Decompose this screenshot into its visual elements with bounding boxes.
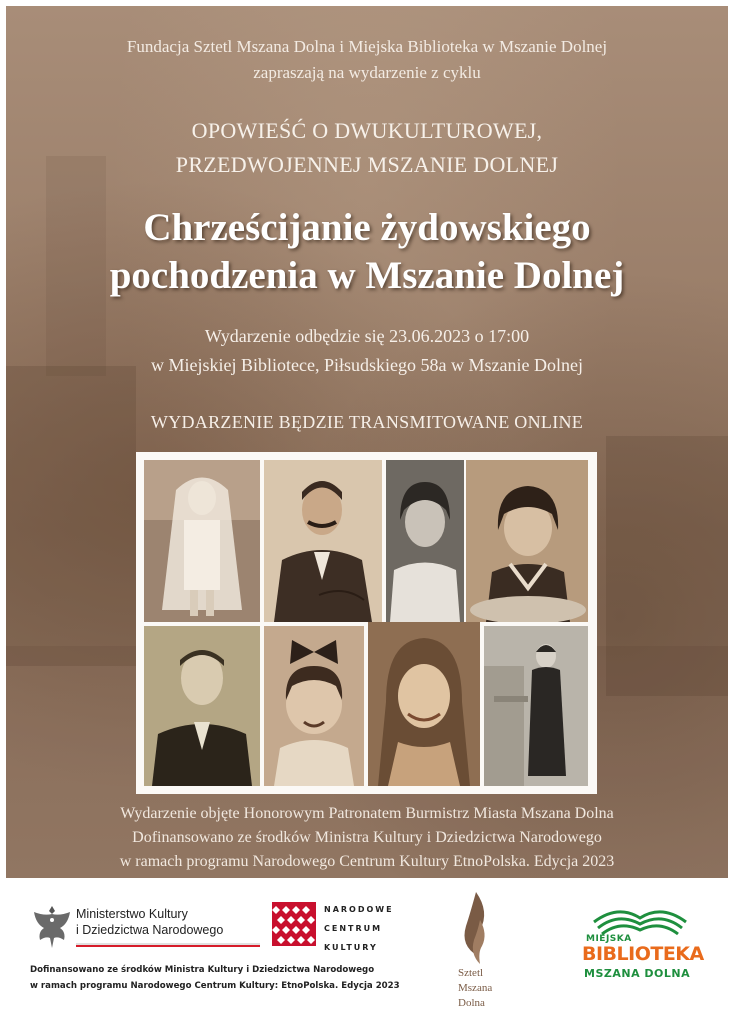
ministry-name-line: i Dziedzictwa Narodowego: [76, 923, 224, 937]
ministry-name-line: Ministerstwo Kultury: [76, 907, 188, 921]
intro-line: zapraszają na wydarzenie z cyklu: [253, 63, 481, 82]
event-title-line: pochodzenia w Mszanie Dolnej: [109, 254, 625, 297]
library-label-small: MIEJSKA: [586, 934, 632, 944]
funding-note: [30, 962, 420, 994]
patronage-text: [6, 802, 728, 874]
nck-name: [324, 900, 394, 957]
polish-flag-stripe: [76, 943, 260, 947]
portrait-photo: [144, 626, 260, 786]
event-details: [6, 322, 728, 380]
sztetl-logo: [448, 890, 528, 1020]
photo-collage: [136, 452, 597, 794]
patronage-line: Wydarzenie objęte Honorowym Patronatem Burmistrz Miasta Mszana Dolna: [120, 805, 614, 822]
library-logo: [576, 902, 704, 992]
patronage-line: Dofinansowano ze środków Ministra Kultury i Dziedzictwa Narodowego: [132, 829, 602, 846]
series-line: OPOWIEŚĆ O DWUKULTUROWEJ,: [191, 118, 543, 143]
portrait-photo: [264, 626, 364, 786]
intro-text: [6, 34, 728, 86]
funding-note-line: Dofinansowano ze środków Ministra Kultury i Dziedzictwa Narodowego: [30, 965, 375, 975]
series-line: PRZEDWOJENNEJ MSZANIE DOLNEJ: [175, 152, 559, 177]
nck-name-line: CENTRUM: [324, 924, 383, 933]
open-book-icon: [590, 902, 690, 936]
nck-name-line: KULTURY: [324, 943, 378, 952]
sztetl-name-line: Mszana: [458, 982, 493, 994]
event-title: [6, 204, 728, 300]
portrait-photo: [466, 460, 588, 622]
funding-note-line: w ramach programu Narodowego Centrum Kultury: EtnoPolska. Edycja 2023: [30, 981, 400, 991]
nck-pattern-icon: [272, 902, 316, 946]
nck-name-line: NARODOWE: [324, 905, 394, 914]
intro-line: Fundacja Sztetl Mszana Dolna i Miejska Biblioteka w Mszanie Dolnej: [126, 37, 608, 56]
event-date-line: Wydarzenie odbędzie się 23.06.2023 o 17:00: [204, 326, 530, 346]
event-title-line: Chrześcijanie żydowskiego: [143, 206, 591, 249]
nck-logo: [272, 898, 412, 956]
portrait-photo: [144, 460, 260, 622]
online-notice: WYDARZENIE BĘDZIE TRANSMITOWANE ONLINE: [150, 412, 584, 432]
portrait-photo: [484, 626, 588, 786]
flame-icon: [456, 890, 492, 966]
portrait-photo: [386, 460, 464, 622]
eagle-emblem-icon: [30, 902, 74, 952]
library-label-city: MSZANA DOLNA: [584, 967, 691, 980]
ministry-name: [76, 906, 223, 938]
patronage-line: w ramach programu Narodowego Centrum Kultury EtnoPolska. Edycja 2023: [119, 853, 615, 870]
portrait-photo: [264, 460, 382, 622]
sztetl-name-line: Sztetl: [458, 967, 484, 979]
sztetl-name-line: Dolna: [458, 997, 485, 1009]
ministry-logo: [30, 902, 240, 954]
sztetl-name: [458, 966, 492, 1011]
event-location-line: w Miejskiej Bibliotece, Piłsudskiego 58a w Mszanie Dolnej: [151, 355, 583, 375]
poster: [6, 6, 728, 878]
portrait-photo: [368, 622, 480, 786]
sponsor-logos-bar: [0, 880, 735, 1024]
series-title: [6, 114, 728, 182]
library-label-big: BIBLIOTEKA: [582, 943, 704, 965]
